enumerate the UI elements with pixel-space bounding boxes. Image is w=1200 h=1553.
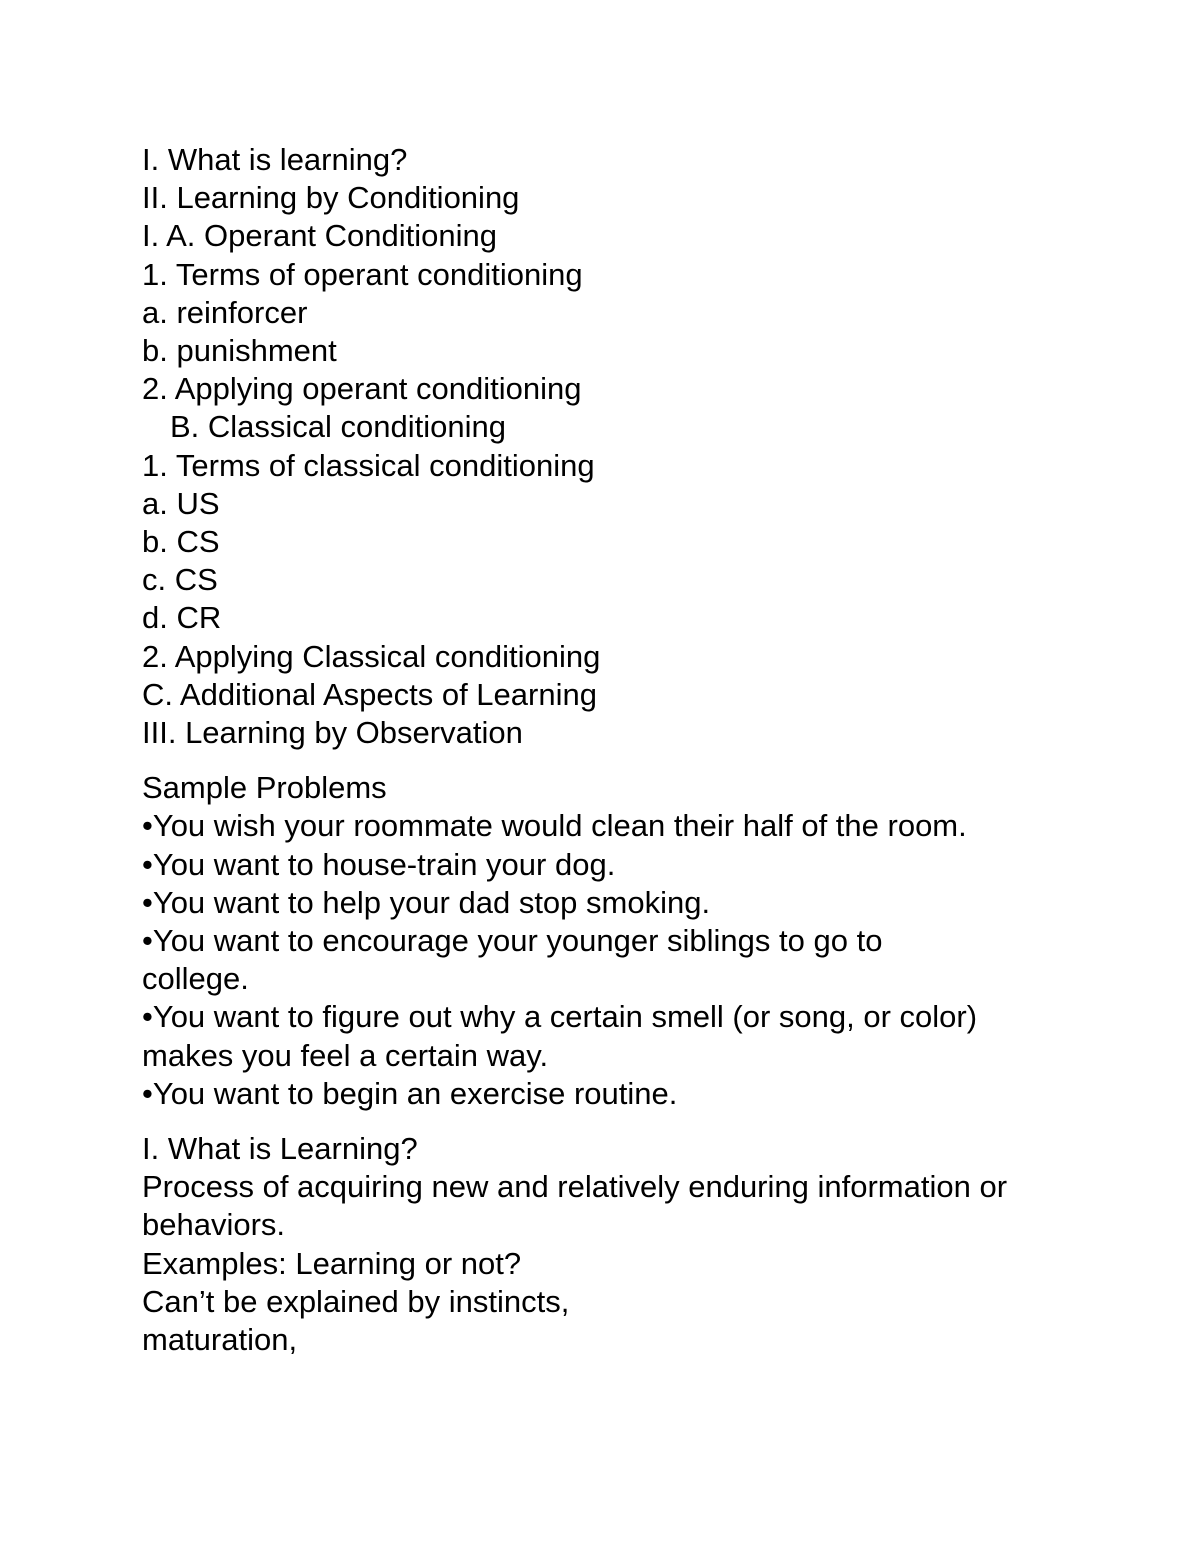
bullet-text: You want to encourage your younger siblings to go to college. bbox=[142, 923, 883, 997]
outline-item: d. CR bbox=[142, 600, 222, 636]
bullet-icon: • bbox=[142, 808, 153, 844]
outline-item: 1. Terms of classical conditioning bbox=[142, 447, 595, 483]
outline-item: C. Additional Aspects of Learning bbox=[142, 676, 597, 712]
outline bbox=[142, 141, 1102, 752]
what-is-learning-section bbox=[142, 1130, 1102, 1359]
bullet-text: You want to figure out why a certain smell (or song, or color) makes you feel a certain way. bbox=[142, 999, 978, 1073]
body-text: Can’t be explained by instincts, bbox=[142, 1283, 570, 1319]
outline-item: B. Classical conditioning bbox=[170, 409, 507, 445]
outline-item: III. Learning by Observation bbox=[142, 715, 523, 751]
bullet-item bbox=[142, 807, 1102, 845]
bullet-item bbox=[142, 884, 1102, 922]
bullet-item bbox=[142, 922, 952, 998]
bullet-text: You want to help your dad stop smoking. bbox=[152, 884, 711, 920]
sample-problems-section bbox=[142, 769, 1102, 1113]
bullet-icon: • bbox=[142, 846, 153, 882]
bullet-text: You want to house-train your dog. bbox=[152, 846, 616, 882]
bullet-icon: • bbox=[142, 884, 153, 920]
bullet-item bbox=[142, 998, 1052, 1074]
outline-item: a. reinforcer bbox=[142, 294, 308, 330]
bullet-text: You wish your roommate would clean their half of the room. bbox=[152, 808, 967, 844]
bullet-text: You want to begin an exercise routine. bbox=[152, 1075, 678, 1111]
outline-item: b. punishment bbox=[142, 333, 337, 369]
bullet-icon: • bbox=[142, 1075, 153, 1111]
outline-item: 2. Applying operant conditioning bbox=[142, 371, 582, 407]
bullet-item bbox=[142, 1075, 1102, 1113]
section-heading: I. What is Learning? bbox=[142, 1131, 418, 1167]
bullet-icon: • bbox=[142, 999, 153, 1035]
outline-item: b. CS bbox=[142, 524, 220, 560]
bullet-item bbox=[142, 846, 1102, 884]
outline-item: a. US bbox=[142, 485, 220, 521]
outline-item: II. Learning by Conditioning bbox=[142, 180, 520, 216]
sample-problems-heading: Sample Problems bbox=[142, 770, 387, 806]
body-text: Examples: Learning or not? bbox=[142, 1245, 522, 1281]
document-page bbox=[142, 141, 1102, 1359]
outline-item: I. What is learning? bbox=[142, 142, 408, 177]
body-text: maturation, bbox=[142, 1322, 298, 1358]
outline-item: I. A. Operant Conditioning bbox=[142, 218, 498, 254]
outline-item: 1. Terms of operant conditioning bbox=[142, 256, 583, 292]
definition-text: Process of acquiring new and relatively enduring information or behaviors. bbox=[142, 1169, 1008, 1243]
outline-item: 2. Applying Classical conditioning bbox=[142, 638, 601, 674]
outline-item: c. CS bbox=[142, 562, 218, 598]
bullet-icon: • bbox=[142, 923, 153, 959]
